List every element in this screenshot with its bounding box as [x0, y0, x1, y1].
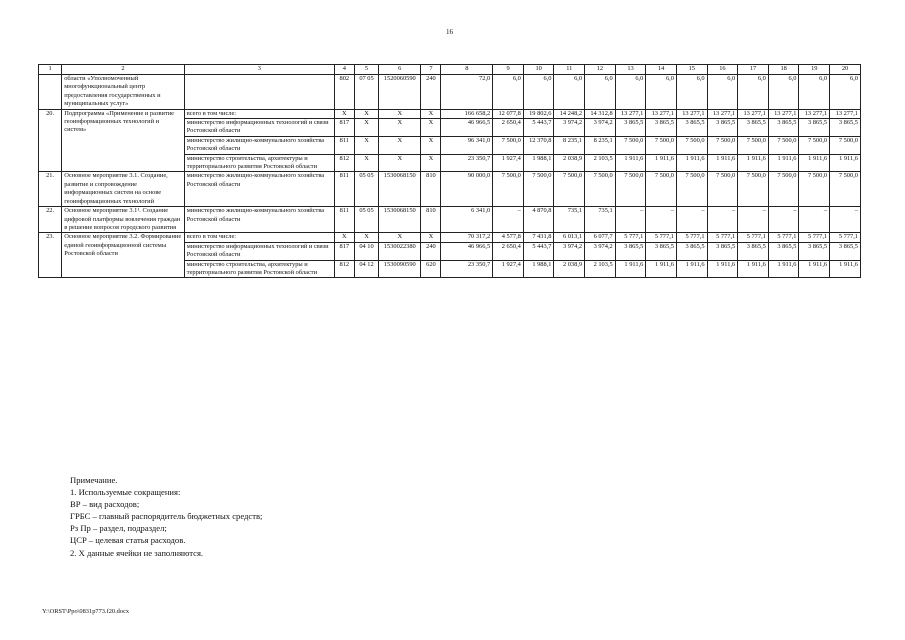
value-cell: 6,0: [799, 75, 830, 110]
value-cell: 620: [421, 260, 441, 278]
executor-cell: министерство строительства, архитектуры и территориального развития Ростовской области: [184, 260, 334, 278]
executor-cell: министерство информационных технологий и связи Ростовской области: [184, 119, 334, 137]
value-cell: 3 865,5: [738, 242, 769, 260]
value-cell: 1 927,4: [493, 154, 524, 172]
column-header: 4: [334, 65, 354, 75]
column-header: 18: [768, 65, 799, 75]
value-cell: 70 317,2: [441, 233, 493, 242]
value-cell: 3 865,5: [646, 119, 677, 137]
value-cell: 811: [334, 136, 354, 154]
value-cell: 1 911,6: [646, 260, 677, 278]
value-cell: Х: [379, 154, 421, 172]
value-cell: 13 277,1: [738, 109, 769, 118]
value-cell: Х: [421, 233, 441, 242]
value-cell: 6 013,1: [554, 233, 585, 242]
value-cell: –: [830, 207, 861, 233]
value-cell: 7 500,0: [768, 172, 799, 207]
page-number: 16: [446, 28, 453, 36]
value-cell: 12 370,8: [523, 136, 554, 154]
value-cell: 6 077,7: [585, 233, 616, 242]
value-cell: 2 650,4: [493, 242, 524, 260]
value-cell: 817: [334, 242, 354, 260]
value-cell: 1 911,6: [799, 260, 830, 278]
value-cell: 7 500,0: [554, 172, 585, 207]
value-cell: 1530068150: [379, 172, 421, 207]
value-cell: 5 777,1: [738, 233, 769, 242]
value-cell: 14 312,8: [585, 109, 616, 118]
value-cell: 1530068150: [379, 207, 421, 233]
value-cell: Х: [379, 109, 421, 118]
column-header: 15: [676, 65, 707, 75]
value-cell: 2 103,5: [585, 260, 616, 278]
value-cell: 6,0: [585, 75, 616, 110]
value-cell: 7 500,0: [799, 172, 830, 207]
value-cell: 812: [334, 260, 354, 278]
value-cell: 3 865,5: [615, 242, 646, 260]
value-cell: 1530090590: [379, 260, 421, 278]
row-number: 22.: [39, 207, 62, 233]
row-number: 23.: [39, 233, 62, 278]
value-cell: 7 500,0: [676, 172, 707, 207]
value-cell: 3 865,5: [676, 119, 707, 137]
value-cell: 1 988,1: [523, 260, 554, 278]
value-cell: 8 235,1: [554, 136, 585, 154]
value-cell: 1 911,6: [768, 154, 799, 172]
value-cell: 6 341,0: [441, 207, 493, 233]
value-cell: 5 443,7: [523, 242, 554, 260]
value-cell: 7 500,0: [738, 172, 769, 207]
executor-cell: всего в том числе:: [184, 233, 334, 242]
value-cell: 72,0: [441, 75, 493, 110]
value-cell: Х: [334, 109, 354, 118]
value-cell: 2 038,9: [554, 154, 585, 172]
value-cell: –: [738, 207, 769, 233]
value-cell: Х: [379, 233, 421, 242]
executor-cell: министерство жилищно-коммунального хозяйства Ростовской области: [184, 172, 334, 207]
note-line: 1. Используемые сокращения:: [70, 487, 181, 498]
value-cell: 6,0: [523, 75, 554, 110]
value-cell: 3 865,5: [799, 242, 830, 260]
note-line: 2. Х данные ячейки не заполняются.: [70, 547, 204, 558]
value-cell: 6,0: [554, 75, 585, 110]
value-cell: 1 911,6: [799, 154, 830, 172]
value-cell: 240: [421, 242, 441, 260]
value-cell: 7 500,0: [493, 172, 524, 207]
value-cell: 7 500,0: [493, 136, 524, 154]
value-cell: 3 974,2: [585, 242, 616, 260]
value-cell: 7 500,0: [585, 172, 616, 207]
executor-cell: министерство жилищно-коммунального хозяйства Ростовской области: [184, 207, 334, 233]
executor-cell: министерство информационных технологий и связи Ростовской области: [184, 242, 334, 260]
value-cell: 46 966,5: [441, 119, 493, 137]
value-cell: –: [768, 207, 799, 233]
value-cell: 13 277,1: [707, 109, 738, 118]
value-cell: 735,1: [585, 207, 616, 233]
value-cell: 166 658,2: [441, 109, 493, 118]
value-cell: 811: [334, 172, 354, 207]
column-header: 13: [615, 65, 646, 75]
executor-cell: министерство жилищно-коммунального хозяйства Ростовской области: [184, 136, 334, 154]
column-header: 20: [830, 65, 861, 75]
value-cell: 1530022380: [379, 242, 421, 260]
value-cell: –: [493, 207, 524, 233]
value-cell: 1 911,6: [738, 154, 769, 172]
value-cell: Х: [334, 233, 354, 242]
value-cell: 13 277,1: [768, 109, 799, 118]
budget-table: [38, 64, 861, 278]
note-line: ВР – вид расходов;: [70, 499, 140, 510]
value-cell: Х: [379, 119, 421, 137]
value-cell: 240: [421, 75, 441, 110]
value-cell: 1 911,6: [615, 154, 646, 172]
program-name: Основное мероприятие 3.1. Создание, развитие и сопровождение информационных систем на основе геоинформационных технологий: [62, 172, 185, 207]
header-row: [39, 65, 861, 75]
value-cell: 1 911,6: [676, 260, 707, 278]
note-line: Примечание.: [70, 475, 118, 485]
value-cell: 3 865,5: [646, 242, 677, 260]
value-cell: 19 802,6: [523, 109, 554, 118]
column-header: 9: [493, 65, 524, 75]
value-cell: 23 350,7: [441, 154, 493, 172]
value-cell: 3 974,2: [585, 119, 616, 137]
value-cell: 810: [421, 172, 441, 207]
value-cell: 46 966,5: [441, 242, 493, 260]
value-cell: 3 974,2: [554, 119, 585, 137]
value-cell: 3 865,5: [830, 119, 861, 137]
note-line: ЦСР – целевая статья расходов.: [70, 535, 186, 546]
column-header: 19: [799, 65, 830, 75]
column-header: 3: [184, 65, 334, 75]
value-cell: 3 865,5: [738, 119, 769, 137]
value-cell: 05 05: [354, 207, 378, 233]
column-header: 1: [39, 65, 62, 75]
value-cell: 90 000,0: [441, 172, 493, 207]
column-header: 6: [379, 65, 421, 75]
value-cell: 6,0: [830, 75, 861, 110]
column-header: 16: [707, 65, 738, 75]
value-cell: Х: [354, 154, 378, 172]
value-cell: 1 911,6: [707, 154, 738, 172]
value-cell: 4 870,8: [523, 207, 554, 233]
value-cell: 6,0: [768, 75, 799, 110]
table-row: [39, 233, 861, 242]
value-cell: 2 038,9: [554, 260, 585, 278]
value-cell: 6,0: [615, 75, 646, 110]
value-cell: 3 865,5: [768, 119, 799, 137]
file-path-footer: Y:\ORST\Ppo\0831p773.f20.docx: [42, 608, 130, 615]
value-cell: 3 974,2: [554, 242, 585, 260]
column-header: 2: [62, 65, 185, 75]
value-cell: 1520060590: [379, 75, 421, 110]
program-name: Подпрограмма «Применение и развитие геоинформационных технологий и систем»: [62, 109, 185, 172]
note-line: Рз Пр – раздел, подраздел;: [70, 523, 167, 534]
value-cell: 14 248,2: [554, 109, 585, 118]
value-cell: –: [676, 207, 707, 233]
table-row: [39, 207, 861, 233]
value-cell: 1 911,6: [738, 260, 769, 278]
value-cell: 817: [334, 119, 354, 137]
value-cell: 811: [334, 207, 354, 233]
column-header: 10: [523, 65, 554, 75]
value-cell: 13 277,1: [799, 109, 830, 118]
value-cell: 6,0: [646, 75, 677, 110]
value-cell: Х: [354, 109, 378, 118]
value-cell: 1 911,6: [646, 154, 677, 172]
column-header: 12: [585, 65, 616, 75]
executor-cell: [184, 75, 334, 110]
value-cell: 1 911,6: [830, 260, 861, 278]
column-header: 14: [646, 65, 677, 75]
value-cell: 7 500,0: [646, 172, 677, 207]
value-cell: 810: [421, 207, 441, 233]
value-cell: 5 777,1: [768, 233, 799, 242]
value-cell: 8 235,1: [585, 136, 616, 154]
value-cell: 13 277,1: [615, 109, 646, 118]
value-cell: 3 865,5: [615, 119, 646, 137]
value-cell: 7 500,0: [768, 136, 799, 154]
value-cell: 1 927,4: [493, 260, 524, 278]
table-row: [39, 172, 861, 207]
value-cell: 6,0: [676, 75, 707, 110]
value-cell: 3 865,5: [799, 119, 830, 137]
value-cell: Х: [421, 136, 441, 154]
column-header: 7: [421, 65, 441, 75]
value-cell: 6,0: [707, 75, 738, 110]
notes-block: [70, 474, 262, 559]
row-number: [39, 75, 62, 110]
value-cell: Х: [379, 136, 421, 154]
value-cell: 812: [334, 154, 354, 172]
value-cell: 3 865,5: [707, 119, 738, 137]
value-cell: 5 777,1: [676, 233, 707, 242]
value-cell: 7 500,0: [646, 136, 677, 154]
value-cell: 802: [334, 75, 354, 110]
value-cell: –: [615, 207, 646, 233]
value-cell: 2 650,4: [493, 119, 524, 137]
value-cell: 5 777,1: [707, 233, 738, 242]
value-cell: 1 911,6: [830, 154, 861, 172]
value-cell: 7 500,0: [707, 136, 738, 154]
value-cell: 2 103,5: [585, 154, 616, 172]
value-cell: 5 443,7: [523, 119, 554, 137]
value-cell: 5 777,1: [615, 233, 646, 242]
value-cell: 7 500,0: [830, 136, 861, 154]
value-cell: 1 911,6: [707, 260, 738, 278]
value-cell: 7 500,0: [676, 136, 707, 154]
value-cell: 5 777,1: [646, 233, 677, 242]
value-cell: 07 05: [354, 75, 378, 110]
note-line: ГРБС – главный распорядитель бюджетных средств;: [70, 511, 263, 522]
value-cell: 3 865,5: [768, 242, 799, 260]
program-name: Основное мероприятие 3.2. Формирование единой геоинформационной системы Ростовской области: [62, 233, 185, 278]
program-name: области «Уполномоченный многофункциональный центр предоставления государственных и муниципальных услуг»: [62, 75, 185, 110]
value-cell: 7 500,0: [738, 136, 769, 154]
executor-cell: всего в том числе:: [184, 109, 334, 118]
value-cell: Х: [354, 119, 378, 137]
value-cell: 3 865,5: [707, 242, 738, 260]
value-cell: 96 341,0: [441, 136, 493, 154]
value-cell: Х: [421, 154, 441, 172]
value-cell: –: [799, 207, 830, 233]
value-cell: 4 577,8: [493, 233, 524, 242]
value-cell: 1 911,6: [768, 260, 799, 278]
value-cell: Х: [421, 109, 441, 118]
value-cell: 3 865,5: [676, 242, 707, 260]
value-cell: –: [707, 207, 738, 233]
value-cell: 1 911,6: [676, 154, 707, 172]
program-name: Основное мероприятие 3.1¹. Создание цифровой платформы вовлечения граждан в решение вопросов городского развития: [62, 207, 185, 233]
value-cell: 3 865,5: [830, 242, 861, 260]
value-cell: –: [646, 207, 677, 233]
value-cell: 7 500,0: [615, 136, 646, 154]
column-header: 17: [738, 65, 769, 75]
table-row: [39, 109, 861, 118]
column-header: 5: [354, 65, 378, 75]
value-cell: 7 500,0: [830, 172, 861, 207]
value-cell: 6,0: [493, 75, 524, 110]
value-cell: 13 277,1: [830, 109, 861, 118]
value-cell: 7 500,0: [615, 172, 646, 207]
value-cell: 6,0: [738, 75, 769, 110]
value-cell: Х: [421, 119, 441, 137]
value-cell: 23 350,7: [441, 260, 493, 278]
value-cell: 7 500,0: [523, 172, 554, 207]
value-cell: 13 277,1: [676, 109, 707, 118]
value-cell: 735,1: [554, 207, 585, 233]
value-cell: 5 777,1: [830, 233, 861, 242]
value-cell: 13 277,1: [646, 109, 677, 118]
value-cell: 7 431,8: [523, 233, 554, 242]
row-number: 20.: [39, 109, 62, 172]
value-cell: 7 500,0: [799, 136, 830, 154]
table-row: [39, 75, 861, 110]
value-cell: 12 077,8: [493, 109, 524, 118]
executor-cell: министерство строительства, архитектуры и территориального развития Ростовской области: [184, 154, 334, 172]
value-cell: 04 10: [354, 242, 378, 260]
value-cell: Х: [354, 136, 378, 154]
value-cell: 5 777,1: [799, 233, 830, 242]
column-header: 11: [554, 65, 585, 75]
value-cell: Х: [354, 233, 378, 242]
column-header: 8: [441, 65, 493, 75]
value-cell: 1 911,6: [615, 260, 646, 278]
row-number: 21.: [39, 172, 62, 207]
value-cell: 04 12: [354, 260, 378, 278]
value-cell: 1 988,1: [523, 154, 554, 172]
value-cell: 7 500,0: [707, 172, 738, 207]
value-cell: 05 05: [354, 172, 378, 207]
